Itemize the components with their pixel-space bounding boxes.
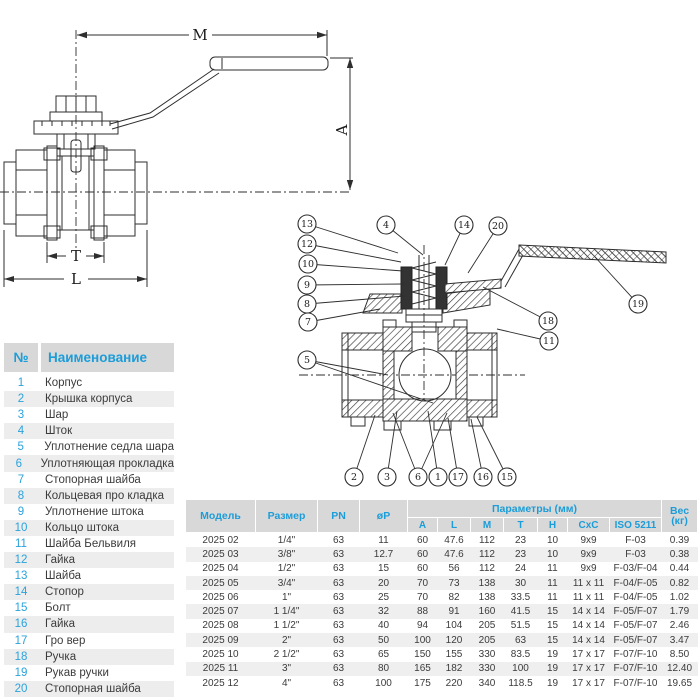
spec-table-row [186, 647, 698, 661]
spec-cell: 15 [546, 620, 559, 632]
col-a: A [408, 518, 438, 533]
spec-cell: 63 [318, 662, 360, 676]
spec-cell: 112 [479, 563, 495, 575]
part-name: Гайка [45, 618, 76, 631]
spec-cell: 4" [281, 677, 292, 689]
spec-cell: 63 [318, 576, 360, 590]
part-number: 5 [17, 441, 24, 454]
spec-table-row [186, 604, 698, 618]
part-name: Уплотняющая прокладка [40, 457, 174, 470]
callout-number: 2 [350, 472, 358, 484]
spec-cell: 19 [538, 662, 568, 676]
spec-cell: 2025 10 [202, 649, 239, 661]
spec-cell: 112 [471, 547, 504, 561]
part-name: Гро вер [45, 634, 86, 647]
spec-cell: 2" [256, 633, 318, 647]
spec-table-row [186, 619, 698, 633]
parts-list-row [4, 633, 174, 649]
callout-number: 3 [383, 472, 391, 484]
col-model: Модель [186, 500, 256, 533]
spec-cell: 2025 11 [186, 662, 256, 676]
callout-number: 7 [304, 317, 312, 329]
spec-cell: 104 [445, 620, 463, 632]
part-number: 18 [14, 650, 28, 663]
spec-cell: F-04/F-05 [610, 576, 662, 590]
spec-table-header [186, 500, 698, 533]
parts-list-row [4, 584, 174, 600]
spec-cell: 10 [538, 547, 568, 561]
spec-cell: 14 x 14 [568, 604, 610, 618]
spec-cell: 17 x 17 [572, 677, 605, 689]
callout-number: 13 [300, 219, 314, 231]
part-number: 17 [14, 634, 28, 647]
part-number: 3 [17, 409, 25, 422]
spec-cell: 2025 08 [202, 620, 239, 632]
spec-cell: 11 [547, 591, 558, 603]
spec-cell: 2025 07 [186, 604, 256, 618]
part-name: Ручка [45, 650, 77, 663]
parts-list-row [4, 568, 174, 584]
callout-10 [299, 255, 403, 273]
callout-5 [298, 351, 433, 403]
col-iso5211: ISO 5211 [610, 518, 662, 533]
parts-header-name: Наименование [41, 343, 174, 372]
spec-cell: 32 [360, 604, 408, 618]
part-name: Шток [45, 425, 73, 438]
spec-cell: 33.5 [510, 591, 531, 603]
spec-cell: 11 [547, 563, 558, 575]
parts-list-table [4, 343, 174, 697]
col-m: M [471, 518, 504, 533]
spec-cell: 205 [478, 620, 496, 632]
spec-cell: 1 1/4" [256, 604, 318, 618]
handle-section [445, 245, 666, 293]
spec-cell: 47.6 [444, 534, 464, 546]
spec-cell: 12.7 [360, 547, 408, 561]
part-name: Крышка корпуса [45, 393, 133, 406]
spec-table-body [186, 533, 698, 691]
spec-cell: F-05/F-07 [613, 620, 658, 632]
spec-cell: F-07/F-10 [613, 677, 658, 689]
spec-cell: 40 [377, 620, 390, 632]
col-dp: øP [360, 500, 408, 533]
spec-cell: 1.02 [669, 591, 690, 603]
spec-cell: 47.6 [438, 547, 471, 561]
part-name: Шайба Бельвиля [45, 537, 137, 550]
part-number: 14 [14, 586, 28, 599]
part-number: 20 [14, 682, 28, 695]
spec-cell: 15 [538, 633, 568, 647]
spec-cell: 2025 06 [202, 591, 239, 603]
part-name: Корпус [45, 377, 83, 390]
parts-list-row [4, 407, 174, 423]
part-number: 7 [17, 473, 25, 486]
spec-cell: 2025 03 [186, 547, 256, 561]
spec-cell: 30 [504, 576, 538, 590]
part-number: 19 [14, 666, 28, 679]
dim-label-m: M [192, 26, 208, 44]
callout-number: 5 [303, 355, 311, 367]
spec-cell: 160 [471, 604, 504, 618]
leader-line [308, 309, 380, 322]
spec-table-row [186, 662, 698, 676]
spec-cell: 56 [448, 563, 460, 575]
spec-cell: 100 [504, 662, 538, 676]
spec-cell: 2025 02 [202, 534, 239, 546]
part-name: Уплотнение штока [45, 505, 144, 518]
leader-line [307, 360, 433, 403]
spec-cell: 2 1/2" [273, 649, 300, 661]
parts-list-row [4, 665, 174, 681]
spec-cell: 63 [332, 677, 345, 689]
parts-list-row [4, 504, 174, 520]
part-number: 8 [17, 489, 25, 502]
spec-cell: 63 [318, 633, 360, 647]
spec-cell: 0.38 [662, 547, 698, 561]
spec-cell: F-03/F-04 [613, 563, 658, 575]
parts-list-row [4, 649, 174, 665]
stem-packing [401, 267, 412, 309]
col-cxc: CxC [568, 518, 610, 533]
part-name: Кольцо штока [45, 521, 120, 534]
spec-table-row [186, 576, 698, 590]
col-l: L [438, 518, 471, 533]
col-weight [662, 500, 698, 533]
spec-cell: 3.47 [662, 633, 698, 647]
spec-cell: 0.39 [669, 534, 690, 546]
spec-cell: 65 [377, 649, 390, 661]
stem-assembly-section [363, 255, 490, 332]
leader-line [307, 244, 401, 262]
parts-list-row [4, 472, 174, 488]
spec-cell: 9x9 [580, 563, 597, 575]
leader-line [483, 287, 548, 321]
part-number: 12 [14, 554, 28, 567]
spec-cell: 175 [414, 677, 431, 689]
weight-unit: (кг) [671, 515, 688, 527]
part-name: Гайка [45, 554, 76, 567]
spec-cell: 17 x 17 [572, 649, 605, 661]
spec-cell: 1 1/2" [273, 620, 300, 632]
spec-cell: 155 [445, 649, 463, 661]
callout-number: 11 [542, 336, 556, 348]
parts-list-row [4, 423, 174, 439]
spec-cell: F-03 [610, 547, 662, 561]
part-number: 4 [17, 425, 25, 438]
spec-cell: 330 [471, 662, 504, 676]
spec-cell: 14 x 14 [568, 633, 610, 647]
spec-cell: 51.5 [510, 620, 531, 632]
parts-list-row [4, 375, 174, 391]
part-number: 11 [15, 537, 27, 550]
spec-cell: 17 x 17 [568, 662, 610, 676]
weight-label: Вес [669, 505, 690, 517]
spec-cell: 0.82 [662, 576, 698, 590]
spec-cell: 11 x 11 [572, 591, 605, 603]
spec-cell: 2.46 [669, 620, 690, 632]
spec-cell: F-07/F-10 [610, 662, 662, 676]
spec-cell: 94 [416, 620, 429, 632]
leader-line [307, 284, 404, 285]
spec-table-row [186, 533, 698, 548]
spec-cell: 8.50 [669, 649, 690, 661]
leader-line [418, 413, 447, 477]
part-number: 13 [14, 570, 28, 583]
spec-cell: 70 [416, 591, 429, 603]
part-number: 9 [17, 505, 25, 518]
col-h: H [538, 518, 568, 533]
spec-table-row [186, 676, 698, 690]
spec-table-row [186, 562, 698, 576]
dim-label-t: T [70, 247, 82, 265]
spec-cell: F-05/F-07 [610, 604, 662, 618]
spec-cell: 205 [471, 633, 504, 647]
part-number: 10 [14, 521, 28, 534]
spec-cell: 100 [375, 677, 392, 689]
spec-cell: 19 [546, 677, 559, 689]
exploded-view-diagram [285, 205, 700, 495]
callout-19 [595, 257, 647, 313]
spec-cell: F-04/F-05 [613, 591, 658, 603]
part-number: 6 [15, 457, 22, 470]
spec-cell: 1.79 [662, 604, 698, 618]
spec-cell: 15 [538, 604, 568, 618]
part-number: 15 [14, 602, 28, 615]
dim-label-a: A [333, 124, 351, 136]
spec-cell: 63 [332, 620, 345, 632]
spec-cell: 63 [318, 604, 360, 618]
spec-cell: 83.5 [510, 649, 531, 661]
spec-cell: 19.65 [666, 677, 693, 689]
spec-cell: 3/8" [256, 547, 318, 561]
callout-number: 8 [303, 299, 311, 311]
part-name: Шар [45, 409, 69, 422]
handle-grip [519, 245, 666, 263]
dim-label-l: L [71, 270, 81, 288]
spec-cell: 120 [438, 633, 471, 647]
parts-list-row [4, 600, 174, 616]
col-group-params: Параметры (мм) [408, 500, 662, 518]
callout-number: 9 [303, 280, 311, 292]
callout-number: 1 [434, 472, 442, 484]
parts-list-row [4, 488, 174, 504]
callout-20 [468, 217, 507, 273]
spec-cell: 80 [360, 662, 408, 676]
part-name: Стопорная шайба [45, 682, 141, 695]
spec-cell: 63 [332, 534, 345, 546]
part-name: Шайба [45, 570, 82, 583]
spec-cell: F-03 [625, 534, 646, 546]
spec-cell: 15 [377, 563, 390, 575]
spec-cell: 91 [438, 604, 471, 618]
parts-list-row [4, 520, 174, 536]
callout-14 [445, 216, 473, 265]
part-name: Рукав ручки [45, 666, 109, 679]
spec-cell: 2025 05 [186, 576, 256, 590]
col-t: T [504, 518, 538, 533]
spec-cell: 3" [256, 662, 318, 676]
callout-4 [377, 216, 423, 255]
parts-list-row [4, 552, 174, 568]
parts-list-row [4, 391, 174, 407]
spec-cell: 63 [318, 547, 360, 561]
part-name: Болт [45, 602, 71, 615]
callout-number: 15 [500, 472, 514, 484]
part-number: 16 [14, 618, 28, 631]
spec-cell: 220 [445, 677, 463, 689]
callout-number: 12 [300, 239, 314, 251]
handle-side-view [110, 57, 328, 129]
spec-cell: 20 [360, 576, 408, 590]
part-number: 1 [17, 377, 25, 390]
spec-table-row [186, 547, 698, 561]
spec-cell: 41.5 [504, 604, 538, 618]
part-name: Уплотнение седла шара [44, 441, 174, 454]
callout-9 [298, 276, 404, 294]
parts-list-row [4, 439, 174, 455]
spec-table-row [186, 590, 698, 604]
spec-cell: 112 [479, 534, 495, 546]
spec-cell: 82 [448, 591, 460, 603]
valve-body-side-view [4, 140, 147, 240]
spec-table [185, 499, 698, 690]
spec-cell: 14 x 14 [572, 620, 605, 632]
spec-cell: 340 [478, 677, 496, 689]
callout-18 [483, 287, 557, 330]
callout-11 [497, 329, 558, 350]
parts-list-row [4, 681, 174, 697]
spec-cell: 63 [332, 591, 345, 603]
spec-cell: 60 [408, 547, 438, 561]
spec-cell: 2025 12 [202, 677, 239, 689]
callout-16 [471, 419, 492, 486]
spec-cell: F-05/F-07 [610, 633, 662, 647]
spec-cell: F-07/F-10 [613, 649, 658, 661]
spec-cell: 9x9 [568, 547, 610, 561]
spec-cell: 100 [408, 633, 438, 647]
spec-cell: 138 [478, 591, 496, 603]
spec-cell: 1/4" [277, 534, 296, 546]
callout-number: 17 [451, 472, 465, 484]
parts-list-body [4, 375, 174, 697]
callout-number: 4 [382, 220, 390, 232]
parts-list-row [4, 616, 174, 632]
spec-cell: 60 [416, 534, 429, 546]
parts-list-header [4, 343, 174, 372]
callout-number: 18 [541, 316, 555, 328]
leader-line [308, 264, 403, 271]
spec-cell: 60 [416, 563, 429, 575]
spec-cell: 12.40 [662, 662, 698, 676]
callout-number: 19 [631, 299, 645, 311]
dimension-a [330, 58, 353, 190]
spec-cell: 24 [514, 563, 527, 575]
spec-cell: 118.5 [508, 677, 533, 689]
leader-line [595, 257, 638, 304]
part-number: 2 [17, 393, 25, 406]
spec-cell: 23 [514, 534, 527, 546]
spec-cell: 11 [378, 534, 389, 546]
callout-number: 20 [491, 221, 505, 233]
spec-cell: 2025 09 [186, 633, 256, 647]
spec-cell: 0.44 [669, 563, 690, 575]
part-name: Кольцевая про кладка [45, 489, 165, 502]
callout-number: 10 [301, 259, 315, 271]
callout-number: 16 [476, 472, 490, 484]
spec-cell: 23 [504, 547, 538, 561]
spec-cell: 63 [332, 563, 345, 575]
spec-cell: 138 [471, 576, 504, 590]
spec-cell: 1/2" [277, 563, 296, 575]
spec-cell: 63 [332, 649, 345, 661]
callout-number: 14 [457, 220, 471, 232]
spec-cell: 11 [538, 576, 568, 590]
spec-cell: 70 [408, 576, 438, 590]
parts-list-row [4, 455, 174, 471]
parts-header-num: № [4, 343, 38, 372]
spec-cell: 25 [377, 591, 390, 603]
spec-cell: 11 x 11 [568, 576, 610, 590]
part-name: Стопор [45, 586, 84, 599]
spec-cell: 19 [546, 649, 559, 661]
spec-cell: 3/4" [256, 576, 318, 590]
spec-cell: 182 [438, 662, 471, 676]
spec-cell: 1" [281, 591, 292, 603]
spec-cell: 165 [408, 662, 438, 676]
spec-cell: 330 [478, 649, 496, 661]
spec-cell: 10 [546, 534, 559, 546]
spec-cell: 73 [438, 576, 471, 590]
spec-cell: 88 [408, 604, 438, 618]
col-pn: PN [318, 500, 360, 533]
spec-table-row [186, 633, 698, 647]
spec-cell: 50 [360, 633, 408, 647]
parts-list-row [4, 536, 174, 552]
callout-3 [378, 411, 397, 486]
callout-number: 6 [414, 472, 422, 484]
part-name: Стопорная шайба [45, 473, 141, 486]
spec-cell: 150 [414, 649, 431, 661]
leader-line [393, 413, 418, 477]
spec-cell: 63 [504, 633, 538, 647]
spec-cell: 9x9 [580, 534, 597, 546]
spec-cell: 2025 04 [202, 563, 239, 575]
col-size: Размер [256, 500, 318, 533]
